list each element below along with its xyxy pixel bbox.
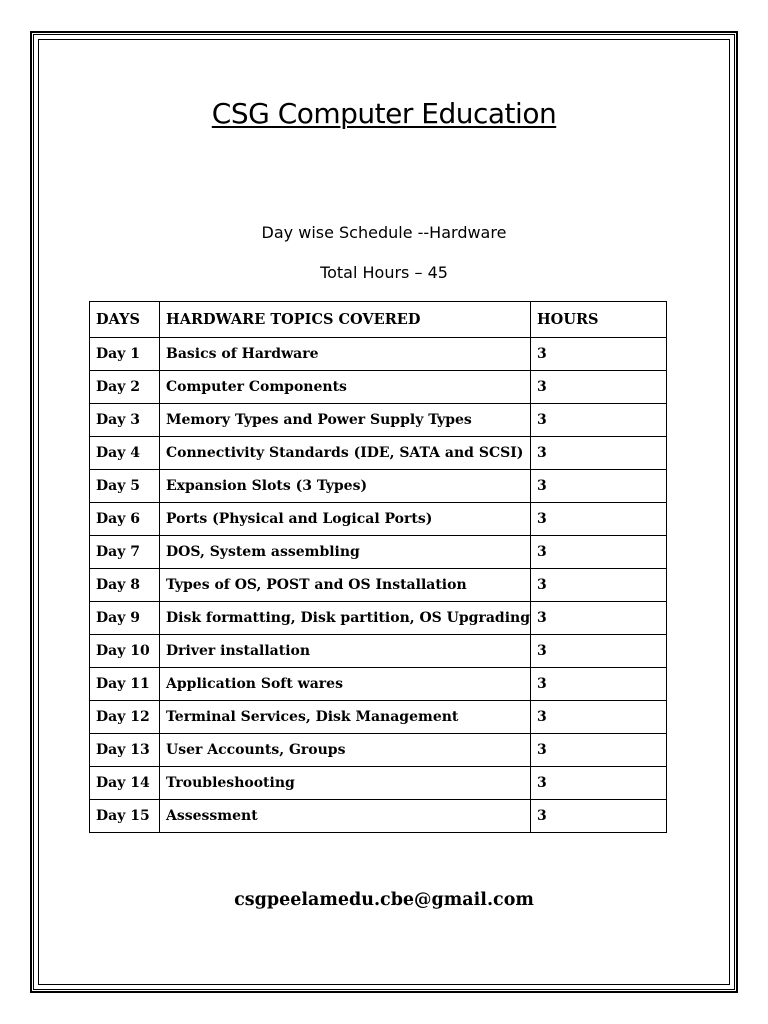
topic-cell: Ports (Physical and Logical Ports): [160, 503, 531, 536]
topic-cell: User Accounts, Groups: [160, 734, 531, 767]
hours-cell: 3: [530, 701, 666, 734]
topic-cell: Disk formatting, Disk partition, OS Upgrading: [160, 602, 531, 635]
table-row: [90, 536, 667, 569]
hours-cell: 3: [530, 767, 666, 800]
total-hours: Total Hours – 45: [320, 263, 448, 282]
day-cell: Day 10: [90, 635, 160, 668]
topic-cell: Connectivity Standards (IDE, SATA and SCSI): [160, 437, 531, 470]
topic-cell: Basics of Hardware: [160, 338, 531, 371]
table-row: [90, 767, 667, 800]
day-cell: Day 1: [90, 338, 160, 371]
hours-cell: 3: [530, 668, 666, 701]
table-row: [90, 437, 667, 470]
table-row: [90, 371, 667, 404]
table-row: [90, 338, 667, 371]
day-cell: Day 8: [90, 569, 160, 602]
table-row: [90, 701, 667, 734]
day-cell: Day 2: [90, 371, 160, 404]
day-cell: Day 5: [90, 470, 160, 503]
hours-cell: 3: [530, 800, 666, 833]
table-row: [90, 602, 667, 635]
hours-cell: 3: [530, 470, 666, 503]
topic-cell: Driver installation: [160, 635, 531, 668]
day-cell: Day 12: [90, 701, 160, 734]
topic-cell: Memory Types and Power Supply Types: [160, 404, 531, 437]
topic-cell: Types of OS, POST and OS Installation: [160, 569, 531, 602]
table-row: [90, 734, 667, 767]
hours-cell: 3: [530, 371, 666, 404]
table-row: [90, 635, 667, 668]
hours-cell: 3: [530, 602, 666, 635]
day-cell: Day 13: [90, 734, 160, 767]
topic-cell: Terminal Services, Disk Management: [160, 701, 531, 734]
hours-cell: 3: [530, 569, 666, 602]
table-row: [90, 470, 667, 503]
hours-cell: 3: [530, 437, 666, 470]
table-row: [90, 800, 667, 833]
table-row: [90, 404, 667, 437]
day-cell: Day 11: [90, 668, 160, 701]
day-cell: Day 14: [90, 767, 160, 800]
header-hours: HOURS: [530, 302, 666, 338]
schedule-table: [89, 301, 667, 833]
day-cell: Day 15: [90, 800, 160, 833]
hours-cell: 3: [530, 404, 666, 437]
day-cell: Day 7: [90, 536, 160, 569]
topic-cell: Application Soft wares: [160, 668, 531, 701]
day-cell: Day 6: [90, 503, 160, 536]
hours-cell: 3: [530, 734, 666, 767]
hours-cell: 3: [530, 503, 666, 536]
contact-email: csgpeelamedu.cbe@gmail.com: [234, 890, 534, 910]
header-days: DAYS: [90, 302, 160, 338]
topic-cell: Assessment: [160, 800, 531, 833]
topic-cell: Computer Components: [160, 371, 531, 404]
table-row: [90, 668, 667, 701]
topic-cell: Expansion Slots (3 Types): [160, 470, 531, 503]
table-row: [90, 503, 667, 536]
header-topics: HARDWARE TOPICS COVERED: [160, 302, 531, 338]
table-row: [90, 569, 667, 602]
topic-cell: DOS, System assembling: [160, 536, 531, 569]
hours-cell: 3: [530, 338, 666, 371]
document-title: CSG Computer Education: [211, 97, 557, 130]
hours-cell: 3: [530, 536, 666, 569]
topic-cell: Troubleshooting: [160, 767, 531, 800]
hours-cell: 3: [530, 635, 666, 668]
day-cell: Day 9: [90, 602, 160, 635]
day-cell: Day 4: [90, 437, 160, 470]
day-cell: Day 3: [90, 404, 160, 437]
table-header-row: [90, 302, 667, 338]
table-body: [90, 338, 667, 833]
schedule-heading: Day wise Schedule --Hardware: [261, 223, 507, 242]
